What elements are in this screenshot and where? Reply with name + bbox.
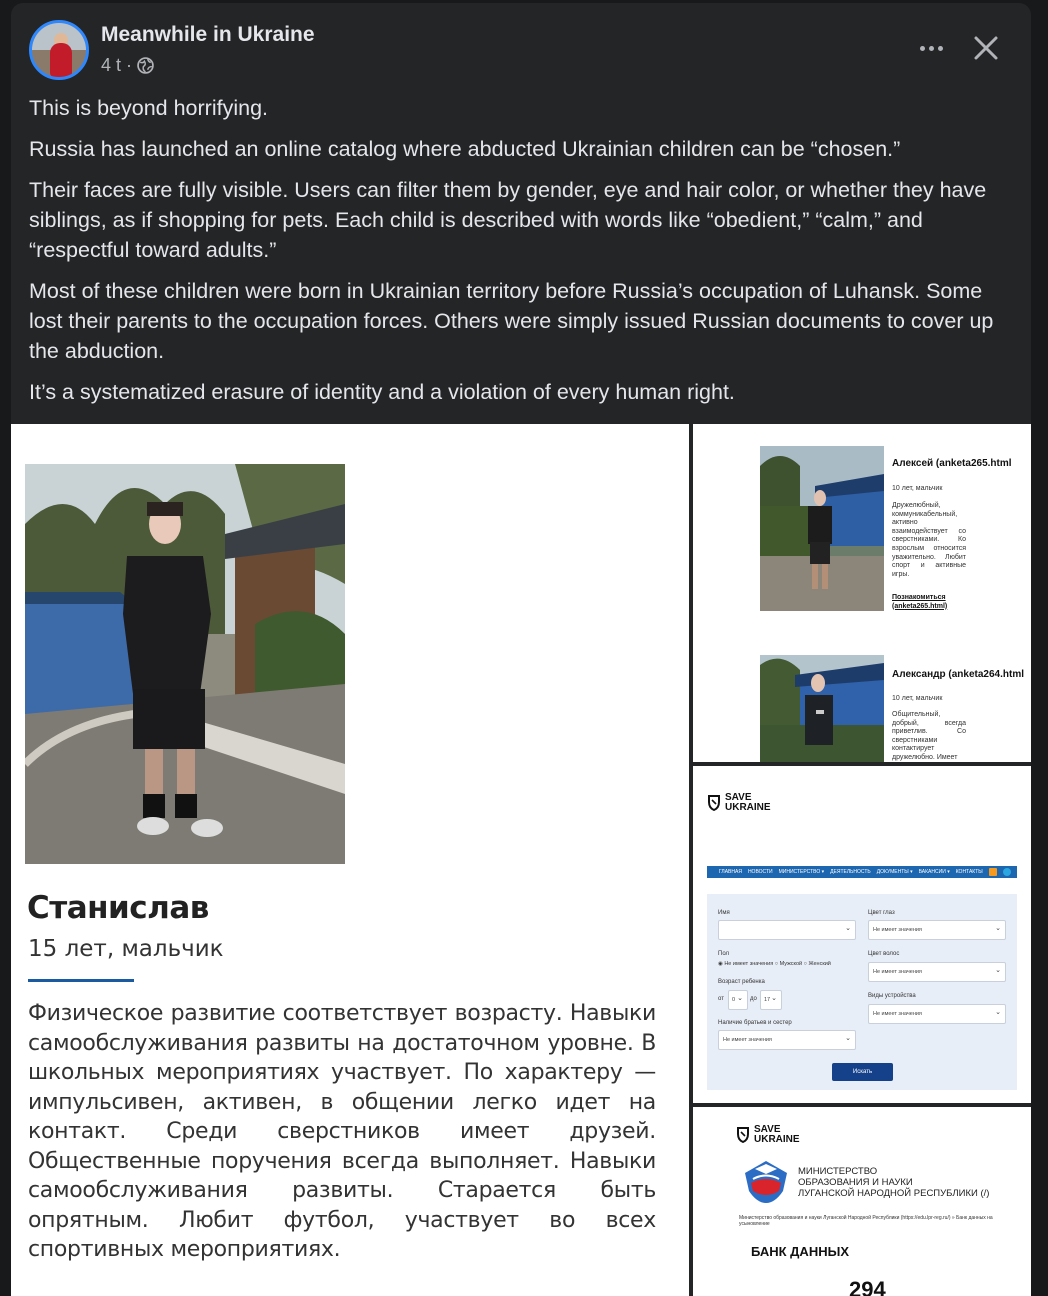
field-label: Возраст ребенка [718, 979, 765, 985]
age-from-label: от [718, 996, 724, 1002]
nav-item: НОВОСТИ [747, 869, 773, 875]
nav-item: МИНИСТЕРСТВО ▾ [778, 869, 825, 875]
child-age: 10 лет, мальчик [892, 695, 943, 702]
ministry-emblem-icon [743, 1159, 789, 1205]
ministry-title [798, 1166, 989, 1199]
field-label: Пол [718, 951, 730, 957]
breadcrumb: Министерство образования и науки Луганской Народной Республики (https://edu.lpr-reg.ru/) » Банк данных на усыновление [739, 1215, 993, 1227]
age-from-select[interactable]: 0 ⌄ [728, 990, 748, 1010]
child-name: Станислав [27, 890, 209, 926]
nav-item: КОНТАКТЫ [955, 869, 983, 875]
ministry-line: МИНИСТЕРСТВО [798, 1166, 878, 1177]
child-description: Дружелюбный, коммуникабельный, активно взаимодействует со сверстниками. Ко взрослым относится уважительно. Любит спорт и активные игры. [892, 502, 966, 578]
nav-item: ДОКУМЕНТЫ ▾ [876, 869, 913, 875]
gallery-image-main[interactable] [11, 424, 689, 1296]
globe-icon [137, 57, 154, 74]
nav-item: ДЕЯТЕЛЬНОСТЬ [830, 869, 871, 875]
post-paragraph: Russia has launched an online catalog where abducted Ukrainian children can be “chosen.” [29, 137, 901, 161]
profile-link[interactable]: Познакомиться (anketa265.html) [892, 594, 948, 610]
social-icon [989, 868, 997, 876]
post-card [11, 3, 1031, 1296]
logo-line: UKRAINE [754, 1134, 800, 1145]
post-time[interactable]: 4 t [101, 55, 122, 75]
logo-line: UKRAINE [725, 802, 771, 813]
post-body [29, 93, 1019, 418]
siblings-select[interactable]: Не имеет значения ⌄ [718, 1030, 856, 1050]
search-form [707, 894, 1017, 1090]
save-ukraine-logo-icon [707, 795, 721, 811]
child-age: 10 лет, мальчик [892, 485, 943, 492]
child-photo [760, 655, 884, 762]
post-paragraph: Their faces are fully visible. Users can filter them by gender, eye and hair color, or whether they have siblings, as if shopping for pets. Each child is described with words like “obedient,” “calm,” and “respectful toward adults.” [29, 178, 987, 262]
post-meta [101, 55, 154, 76]
gallery-image-databank[interactable] [693, 1107, 1031, 1296]
save-ukraine-logo [707, 793, 771, 813]
page-avatar[interactable] [29, 20, 89, 80]
ministry-line: ЛУГАНСКОЙ НАРОДНОЙ РЕСПУБЛИКИ (/) [798, 1188, 990, 1199]
field-label: Виды устройства [868, 993, 916, 999]
post-header [11, 3, 1031, 91]
search-button[interactable]: Искать [832, 1063, 893, 1081]
record-count: 294 [849, 1277, 886, 1296]
post-paragraph: This is beyond horrifying. [29, 96, 268, 120]
more-options-button[interactable] [913, 33, 949, 63]
site-nav [707, 866, 1017, 878]
save-ukraine-logo-icon [736, 1127, 750, 1143]
hair-color-select[interactable]: Не имеет значения ⌄ [868, 962, 1006, 982]
child-description: Общительный, добрый, всегда приветлив. Со сверстниками контактирует дружелюбно. Имеет [892, 711, 966, 761]
divider [28, 979, 134, 982]
logo-line: SAVE [754, 1124, 781, 1135]
page-name-link[interactable]: Meanwhile in Ukraine [101, 23, 315, 46]
child-photo [25, 464, 345, 864]
child-photo [760, 446, 884, 611]
gallery-image-catalog[interactable] [693, 424, 1031, 762]
child-description: Физическое развитие соответствует возрасту. Навыки самообслуживания развиты на достаточном уровне. В школьных мероприятиях участвует. По характеру — импульсивен, активен, в общении легко идет на контакт. Среди сверстников имеет друзей. Общественные поручения всегда выполняет. Навыки самообслуживания развиты. Старается быть опрятным. Любит футбол, участвует во всех спортивных мероприятиях. [28, 1001, 656, 1262]
eye-color-select[interactable]: Не имеет значения ⌄ [868, 920, 1006, 940]
ministry-line: ОБРАЗОВАНИЯ И НАУКИ [798, 1177, 913, 1188]
telegram-icon [1003, 868, 1011, 876]
logo-line: SAVE [725, 792, 752, 803]
meta-separator: · [126, 55, 133, 75]
nav-item: ВАКАНСИИ ▾ [918, 869, 950, 875]
nav-item: ГЛАВНАЯ [719, 869, 742, 875]
post-paragraph: It’s a systematized erasure of identity and a violation of every human right. [29, 380, 735, 404]
save-ukraine-logo [736, 1125, 800, 1145]
close-icon[interactable] [969, 31, 1003, 65]
field-label: Цвет глаз [868, 910, 895, 916]
photo-gallery [11, 424, 1031, 1296]
field-label: Цвет волос [868, 951, 900, 957]
child-name: Алексей (anketa265.html [892, 458, 1012, 469]
age-to-select[interactable]: 17 ⌄ [760, 990, 782, 1010]
field-label: Наличие братьев и сестер [718, 1020, 792, 1026]
post-paragraph: Most of these children were born in Ukrainian territory before Russia’s occupation of Luhansk. Some lost their parents to the occupation forces. Others were simply issued Russian documents to cover up the abduction. [29, 279, 994, 363]
name-input[interactable] [718, 920, 856, 940]
field-label: Имя [718, 910, 730, 916]
child-age: 15 лет, мальчик [28, 936, 224, 962]
more-horizontal-icon [920, 46, 925, 51]
databank-title: БАНК ДАННЫХ [751, 1244, 849, 1259]
device-select[interactable]: Не имеет значения ⌄ [868, 1004, 1006, 1024]
gender-radio-group[interactable]: ◉ Не имеет значения ○ Мужской ○ Женский [718, 961, 831, 967]
gallery-image-filter[interactable] [693, 766, 1031, 1103]
child-name: Александр (anketa264.html [892, 669, 1024, 680]
age-to-label: до [750, 996, 757, 1002]
